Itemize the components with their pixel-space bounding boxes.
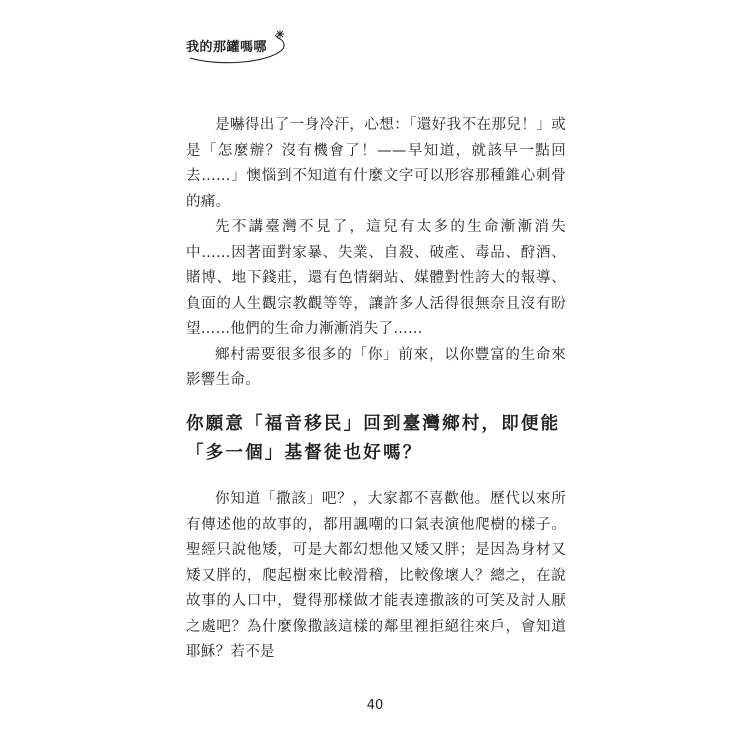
header-title: 我的那罐嗎哪 — [186, 40, 268, 55]
paragraph-4: 你知道「撒該」吧？，大家都不喜歡他。歷代以來所有傳述他的故事的，都用諷嘲的口氣表演他爬樹的樣子。聖經只說他矮，可是大都幻想他又矮又胖；是因為身材又矮又胖的，爬起樹來比較滑稽，比較像壞人？總之，在說故事的人口中，覺得那樣做才能表達撒該的可笑及討人厭之處吧？為什麼像撒該這樣的鄰里裡拒絕往來戶，會知道耶穌？若不是 — [186, 491, 566, 660]
page-number: 40 — [366, 698, 384, 713]
text-block-1 — [186, 113, 566, 394]
paragraph-1: 是嚇得出了一身冷汗，心想：「還好我不在那兒！」或是「怎麼辦？沒有機會了！——早知道，就該早一點回去……」懊惱到不知道有什麼文字可以形容那種錐心刺骨的痛。 — [186, 117, 566, 210]
text-block-2 — [186, 487, 566, 666]
section-heading: 你願意「福音移民」回到臺灣鄉村，即便能「多一個」基督徒也好嗎？ — [186, 414, 561, 463]
paragraph-3: 鄉村需要很多很多的「你」前來，以你豐富的生命來影響生命。 — [186, 346, 566, 388]
paragraph-2: 先不講臺灣不見了，這兒有太多的生命漸漸消失中……因著面對家暴、失業、自殺、破產、毒品、酧酒、賭博、地下錢莊，還有色情網站、媒體對性誇大的報導、負面的人生觀宗教觀等等，讓許多人活得很無奈且沒有盼望……他們的生命力漸漸消失了…… — [186, 219, 566, 337]
running-header — [186, 28, 306, 64]
